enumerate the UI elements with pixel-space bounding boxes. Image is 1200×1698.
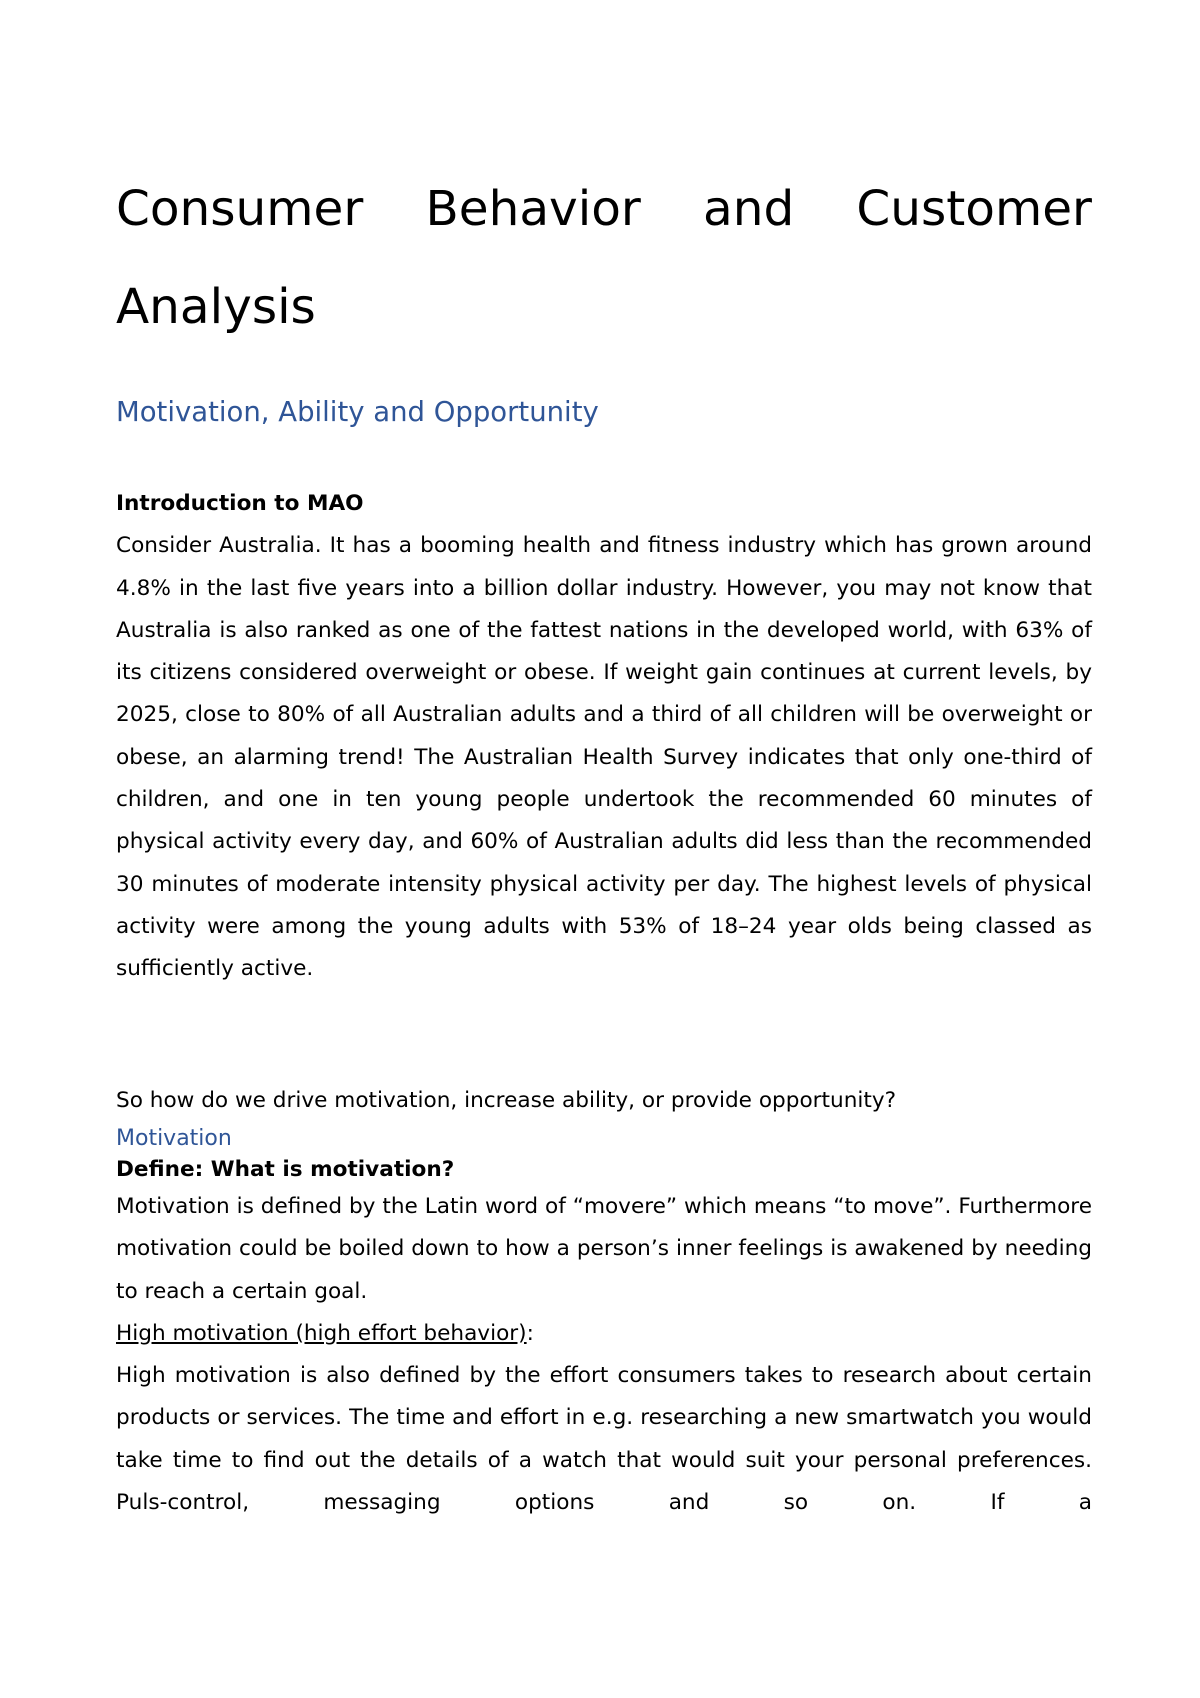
document-title: Consumer Behavior and Customer Analysis — [116, 181, 1092, 335]
motivation-heading: Motivation — [116, 1126, 232, 1151]
intro-heading: Introduction to MAO — [116, 491, 364, 516]
motivation-section — [116, 1124, 1092, 1524]
motivation-definition: Motivation is defined by the Latin word of “movere” which means “to move”. Furthermore motivation could be boiled down to how a person’s inner feelings is awakened by needing to reach a certain goal. — [116, 1194, 1092, 1304]
define-label: Define: What is motivation? — [116, 1157, 455, 1182]
high-motivation-paragraph: High motivation is also defined by the effort consumers takes to research about certain products or services. The time and effort in e.g. researching a new smartwatch you would take time to find out the details of a watch that would suit your personal preferences. Puls-control, messaging options and so on. If a — [116, 1363, 1092, 1516]
high-motivation-label: High motivation (high effort behavior) — [116, 1320, 527, 1346]
high-motivation-colon: : — [526, 1320, 534, 1346]
high-motivation-label-line — [116, 1313, 1092, 1355]
question-line — [116, 1080, 1092, 1122]
intro-section — [116, 483, 1092, 991]
intro-paragraph: Consider Australia. It has a booming health and fitness industry which has grown around 4.8% in the last five years into a billion dollar industry. However, you may not know that Australia is also ranked as one of the fattest nations in the developed world, with 63% of its citizens considered overweight or obese. If weight gain continues at current levels, by 2025, close to 80% of all Australian adults and a third of all children will be overweight or obese, an alarming trend! The Australian Health Survey indicates that only one-third of children, and one in ten young people undertook the recommended 60 minutes of physical activity every day, and 60% of Australian adults did less than the recommended 30 minutes of moderate intensity physical activity per day. The highest levels of physical activity were among the young adults with 53% of 18–24 year olds being classed as sufficiently active. — [116, 533, 1092, 982]
question-text: So how do we drive motivation, increase ability, or provide opportunity? — [116, 1088, 897, 1113]
section-subtitle: Motivation, Ability and Opportunity — [116, 396, 599, 428]
